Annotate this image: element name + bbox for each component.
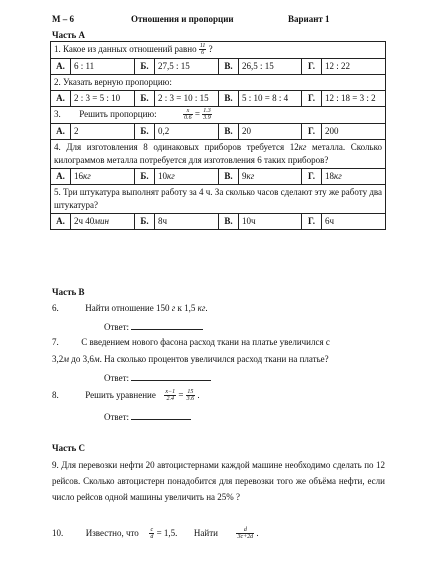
q2-option-b[interactable]: 2 : 3 = 10 : 15	[155, 90, 219, 106]
q3-option-d[interactable]: 200	[322, 123, 386, 139]
q2-option-c[interactable]: 5 : 10 = 8 : 4	[239, 90, 302, 106]
q1-option-b[interactable]: 27,5 : 15	[155, 58, 219, 74]
q1-options-row	[51, 58, 386, 74]
q1-text: 1. Какое из данных отношений равно $\frac{11}{6}$ ?	[51, 42, 386, 59]
part-b-heading: Часть В	[52, 287, 85, 297]
q6-answer-field[interactable]	[131, 321, 203, 330]
q2-option-c-label: В.	[219, 90, 239, 106]
q8-answer: Ответ:	[104, 411, 191, 422]
q5-options-row	[51, 213, 386, 229]
q4-option-a[interactable]: 16кг	[71, 168, 135, 184]
q3-option-a[interactable]: 2	[71, 123, 135, 139]
q1-option-b-label: Б.	[135, 58, 155, 74]
q9-text: 9. Для перевозки нефти 20 автоцистернами каждой машине необходимо сделать по 12 рейсов. Сколько автоцистерн понадобится для перевозки того же объёма нефти, если число рейсов одной машины увеличить на 25% ?	[52, 460, 385, 502]
q4-option-b[interactable]: 10кг	[155, 168, 219, 184]
q2-option-b-label: Б.	[135, 90, 155, 106]
q2-option-a-label: А.	[51, 90, 71, 106]
q4-text: 4. Для изготовления 8 одинаковых приборов требуется 12кг металла. Сколько килограммов металла потребуется для изготовления 6 таких приборов?	[51, 139, 386, 168]
q8-text: 8. Решить уравнение $\frac{x-1}{2.4}$ = $\frac{15}{3.6}$ .	[52, 389, 200, 403]
q6-answer: Ответ:	[104, 321, 203, 332]
q1-fraction: $\frac{11}{6}$	[199, 43, 206, 57]
q1-option-d[interactable]: 12 : 22	[322, 58, 386, 74]
q3-option-d-label: Г.	[302, 123, 322, 139]
q5-row	[51, 184, 386, 213]
q4-option-a-label: А.	[51, 168, 71, 184]
q2-option-d-label: Г.	[302, 90, 322, 106]
part-a-table	[50, 41, 386, 230]
q4-option-c-label: В.	[219, 168, 239, 184]
q5-text: 5. Три штукатура выполнят работу за 4 ч. За сколько часов сделают эту же работу два штукатура?	[51, 184, 386, 213]
q3-option-a-label: А.	[51, 123, 71, 139]
worksheet-title: Отношения и пропорции	[131, 14, 234, 24]
q5-option-c[interactable]: 10ч	[239, 213, 302, 229]
q3-options-row	[51, 123, 386, 139]
q3-fraction-left: $\frac{x}{0.6}$	[184, 108, 192, 122]
q6-text: 6. Найти отношение 150 г к 1,5 кг.	[52, 303, 208, 313]
q5-option-d[interactable]: 6ч	[322, 213, 386, 229]
q3-option-b[interactable]: 0,2	[155, 123, 219, 139]
q3-fraction-right: $\frac{1.3}{3.9}$	[203, 108, 211, 122]
q3-row	[51, 106, 386, 123]
q5-option-b[interactable]: 8ч	[155, 213, 219, 229]
q1-option-d-label: Г.	[302, 58, 322, 74]
q3-option-b-label: Б.	[135, 123, 155, 139]
q5-option-c-label: В.	[219, 213, 239, 229]
q2-options-row	[51, 90, 386, 106]
q4-option-c[interactable]: 9кг	[239, 168, 302, 184]
q10-fraction-left: $\frac{c}{d}$	[150, 527, 154, 541]
q2-text: 2. Указать верную пропорцию:	[51, 74, 386, 90]
q4-row	[51, 139, 386, 168]
q10-text: 10. Известно, что $\frac{c}{d}$ = 1,5. Найти $\frac{d}{3c+2d}$ .	[52, 527, 259, 541]
q1-option-a[interactable]: 6 : 11	[71, 58, 135, 74]
q4-option-b-label: Б.	[135, 168, 155, 184]
q5-option-b-label: Б.	[135, 213, 155, 229]
q4-option-d-label: Г.	[302, 168, 322, 184]
q2-option-a[interactable]: 2 : 3 = 5 : 10	[71, 90, 135, 106]
q5-option-a-label: А.	[51, 213, 71, 229]
q4-option-d[interactable]: 18кг	[322, 168, 386, 184]
q7-answer-field[interactable]	[131, 372, 211, 381]
q10-fraction-right: $\frac{d}{3c+2d}$	[237, 527, 254, 541]
q8-answer-field[interactable]	[131, 411, 191, 420]
worksheet-code: М – 6	[52, 14, 74, 24]
q1-option-c[interactable]: 26,5 : 15	[239, 58, 302, 74]
q2-option-d[interactable]: 12 : 18 = 3 : 2	[322, 90, 386, 106]
q3-option-c[interactable]: 20	[239, 123, 302, 139]
q2-row	[51, 74, 386, 90]
q7-answer: Ответ:	[104, 372, 211, 383]
q5-option-a[interactable]: 2ч 40мин	[71, 213, 135, 229]
part-a-heading: Часть А	[52, 30, 86, 40]
part-c-heading: Часть С	[52, 443, 86, 453]
q8-fraction-right: $\frac{15}{3.6}$	[186, 389, 195, 403]
q1-option-c-label: В.	[219, 58, 239, 74]
q7-line1: 7. С введением нового фасона расход ткани на платье увеличился с	[52, 337, 330, 347]
q3-text: 3. Решить пропорцию: $\frac{x}{0.6}$ = $\frac{1.3}{3.9}$	[51, 106, 386, 123]
q8-fraction-left: $\frac{x-1}{2.4}$	[165, 389, 176, 403]
q4-options-row	[51, 168, 386, 184]
q3-option-c-label: В.	[219, 123, 239, 139]
q5-option-d-label: Г.	[302, 213, 322, 229]
q1-option-a-label: А.	[51, 58, 71, 74]
q1-row	[51, 42, 386, 59]
worksheet-variant: Вариант 1	[288, 14, 330, 24]
q7-line2: 3,2м до 3,6м. На сколько процентов увеличился расход ткани на платье?	[52, 354, 329, 364]
